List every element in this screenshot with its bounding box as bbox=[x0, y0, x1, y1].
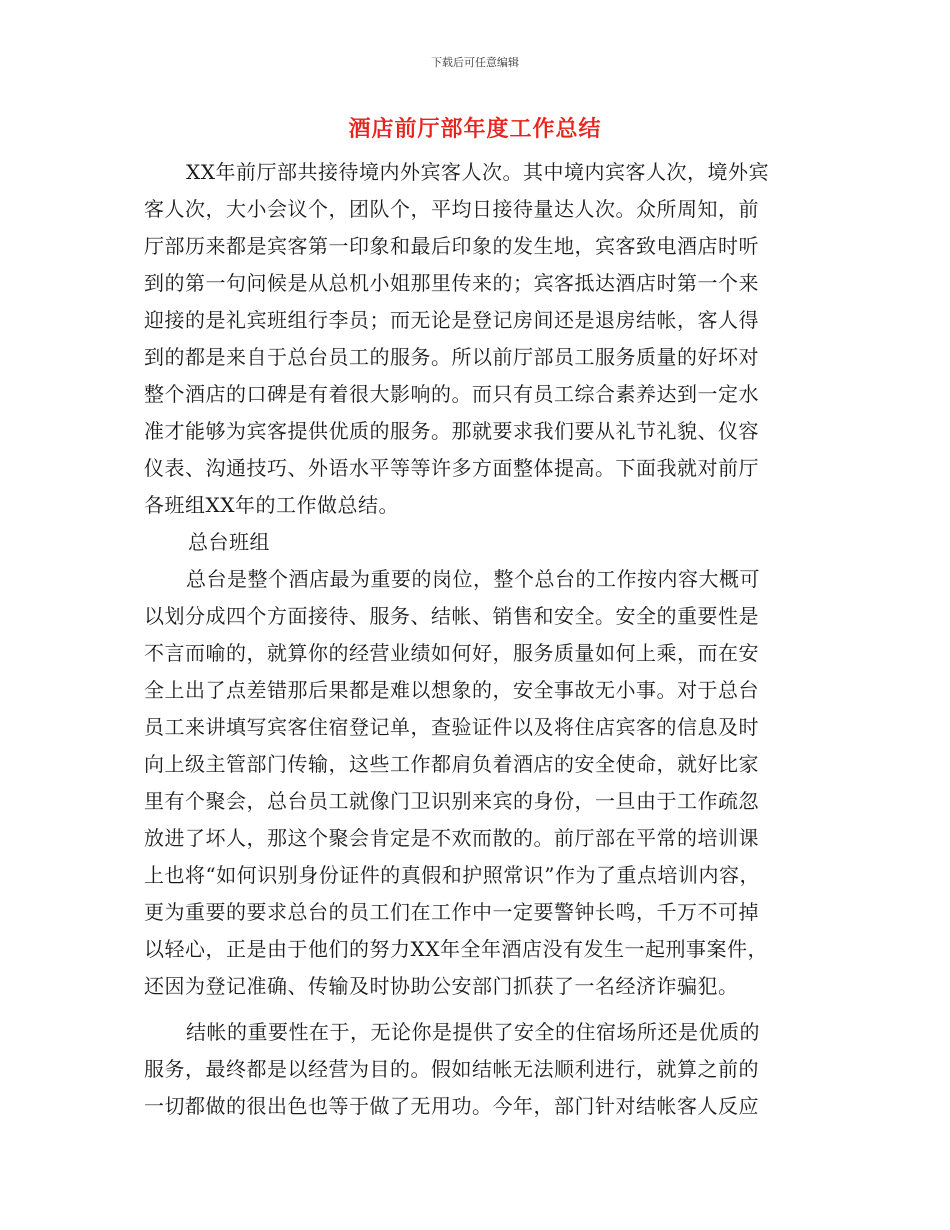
text-line: 厅部历来都是宾客第一印象和最后印象的发生地，宾客致电酒店时听 bbox=[144, 234, 759, 258]
text-line: 整个酒店的口碑是有着很大影响的。而只有员工综合素养达到一定水 bbox=[144, 382, 759, 406]
text-line: 结帐的重要性在于，无论你是提供了安全的住宿场所还是优质的 bbox=[186, 1020, 760, 1044]
text-line: 准才能够为宾客提供优质的服务。那就要求我们要从礼节礼貌、仪容 bbox=[144, 419, 759, 443]
text-line: 迎接的是礼宾班组行李员；而无论是登记房间还是退房结帐，客人得 bbox=[144, 308, 759, 332]
text-line: 放进了坏人，那这个聚会肯定是不欢而散的。前厅部在平常的培训课 bbox=[144, 826, 759, 850]
text-line: 总台是整个酒店最为重要的岗位，整个总台的工作按内容大概可 bbox=[186, 567, 760, 591]
text-line: 到的都是来自于总台员工的服务。所以前厅部员工服务质量的好坏对 bbox=[144, 345, 759, 369]
text-line: 客人次，大小会议个，团队个，平均日接待量达人次。众所周知，前 bbox=[144, 197, 759, 221]
text-line: 以轻心，正是由于他们的努力XX年全年酒店没有发生一起刑事案件， bbox=[144, 937, 768, 961]
text-line: 到的第一句问候是从总机小姐那里传来的；宾客抵达酒店时第一个来 bbox=[144, 271, 759, 295]
header-note: 下载后可任意编辑 bbox=[431, 56, 519, 69]
text-line: XX年前厅部共接待境内外宾客人次。其中境内宾客人次，境外宾 bbox=[186, 160, 769, 184]
text-line: 更为重要的要求总台的员工们在工作中一定要警钟长鸣，千万不可掉 bbox=[144, 900, 759, 924]
paragraph-front-desk bbox=[144, 561, 804, 1005]
text-line: 向上级主管部门传输，这些工作都肩负着酒店的安全使命，就好比家 bbox=[144, 752, 759, 776]
page-title: 酒店前厅部年度工作总结 bbox=[348, 117, 602, 142]
paragraph-checkout bbox=[144, 1014, 804, 1125]
text-line: 上也将“如何识别身份证件的真假和护照常识”作为了重点培训内容， bbox=[144, 863, 760, 887]
text-line: 仪表、沟通技巧、外语水平等等许多方面整体提高。下面我就对前厅 bbox=[144, 456, 759, 480]
text-line: 以划分成四个方面接待、服务、结帐、销售和安全。安全的重要性是 bbox=[144, 604, 759, 628]
paragraph-intro bbox=[144, 154, 804, 524]
text-line: 服务，最终都是以经营为目的。假如结帐无法顺利进行，就算之前的 bbox=[144, 1057, 759, 1081]
text-line: 里有个聚会，总台员工就像门卫识别来宾的身份，一旦由于工作疏忽 bbox=[144, 789, 759, 813]
text-line: 不言而喻的，就算你的经营业绩如何好，服务质量如何上乘，而在安 bbox=[144, 641, 759, 665]
section-heading: 总台班组 bbox=[188, 530, 270, 554]
text-line: 还因为登记准确、传输及时协助公安部门抓获了一名经济诈骗犯。 bbox=[144, 974, 739, 998]
text-line: 各班组XX年的工作做总结。 bbox=[144, 493, 399, 517]
text-line: 一切都做的很出色也等于做了无用功。今年，部门针对结帐客人反应 bbox=[144, 1094, 759, 1118]
text-line: 全上出了点差错那后果都是难以想象的，安全事故无小事。对于总台 bbox=[144, 678, 759, 702]
document-body bbox=[144, 154, 804, 1125]
text-line: 员工来讲填写宾客住宿登记单，查验证件以及将住店宾客的信息及时 bbox=[144, 715, 759, 739]
